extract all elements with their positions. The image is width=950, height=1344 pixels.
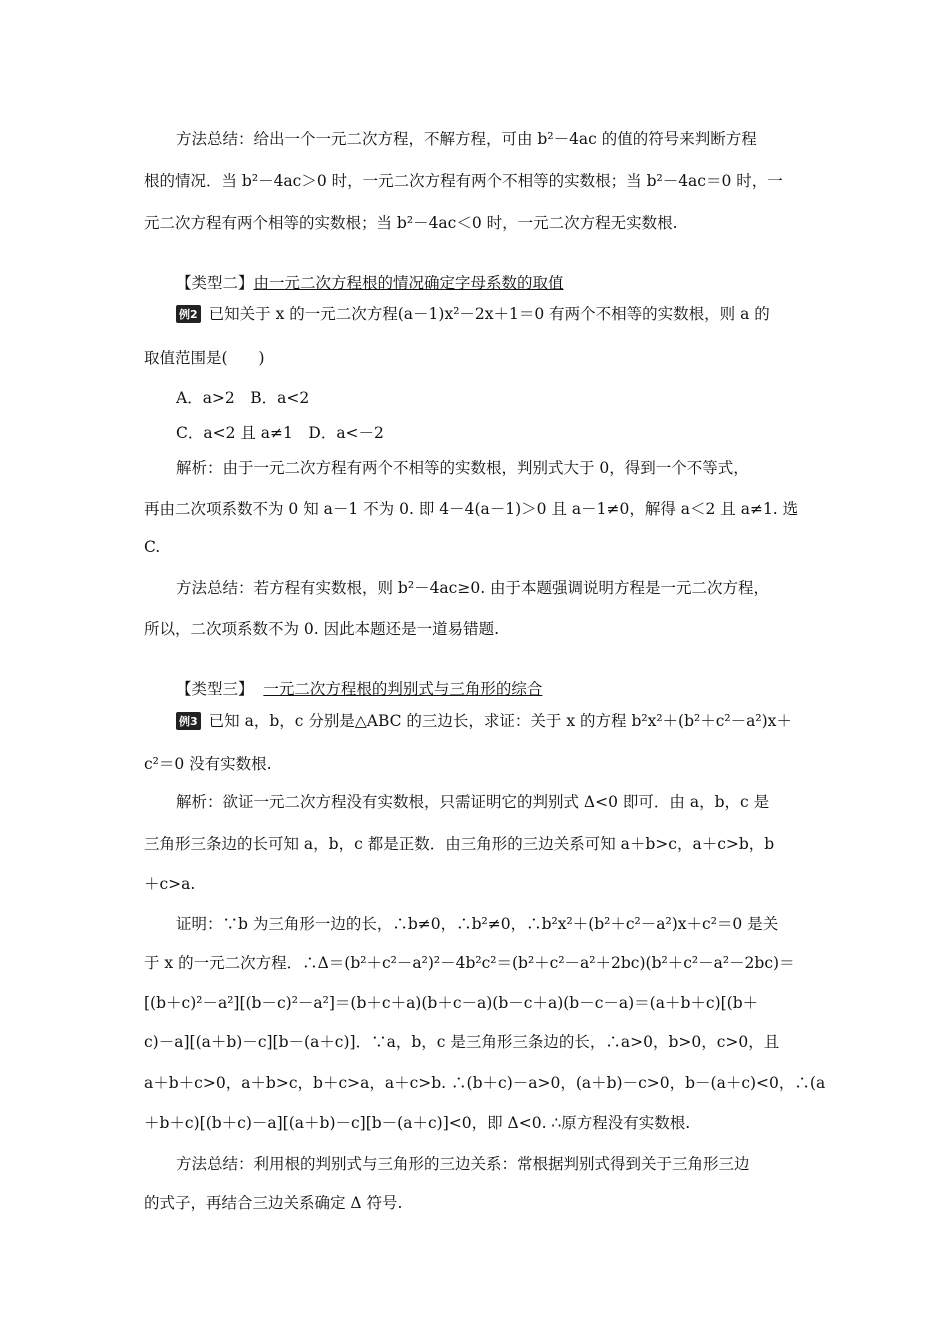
analysis-line: C.: [144, 538, 161, 556]
analysis-line: ＋c>a.: [144, 875, 196, 893]
option-line: A．a>2 B．a<2: [176, 389, 310, 407]
example-badge: 例3: [176, 712, 201, 730]
type3-heading: [176, 677, 542, 699]
question-text: 已知关于 x 的一元二次方程(a－1)x²－2x＋1＝0 有两个不相等的实数根，则 a 的: [208, 305, 770, 323]
method-summary-line: 根的情况．当 b²－4ac＞0 时，一元二次方程有两个不相等的实数根；当 b²－4ac＝0 时，一: [144, 172, 783, 190]
option-line: C．a<2 且 a≠1 D．a<－2: [176, 424, 384, 442]
method-summary-line: 方法总结：利用根的判别式与三角形的三边关系：常根据判别式得到关于三角形三边: [176, 1155, 750, 1173]
method-summary-line: 元二次方程有两个相等的实数根；当 b²－4ac＜0 时，一元二次方程无实数根.: [144, 214, 678, 232]
example-3-question-line: [176, 709, 792, 731]
method-summary-line: 所以，二次项系数不为 0. 因此本题还是一道易错题.: [144, 620, 500, 638]
question-line: c²＝0 没有实数根.: [144, 755, 272, 773]
question-line: 取值范围是( ): [144, 349, 265, 367]
type3-tag: 【类型三】: [176, 680, 254, 698]
example-2-question-line: [176, 302, 770, 324]
example-badge: 例2: [176, 305, 201, 323]
analysis-line: 再由二次项系数不为 0 知 a－1 不为 0. 即 4－4(a－1)＞0 且 a－1≠0，解得 a＜2 且 a≠1. 选: [144, 500, 799, 518]
analysis-line: 三角形三条边的长可知 a，b，c 都是正数．由三角形的三边关系可知 a＋b>c，a＋c>b，b: [144, 835, 775, 853]
type2-heading: [176, 271, 564, 293]
analysis-line: 解析：欲证一元二次方程没有实数根，只需证明它的判别式 Δ<0 即可．由 a，b，c 是: [176, 793, 770, 811]
method-summary-line: 的式子，再结合三边关系确定 Δ 符号.: [144, 1194, 403, 1212]
question-text: 已知 a，b，c 分别是△ABC 的三边长，求证：关于 x 的方程 b²x²＋(b²＋c²－a²)x＋: [208, 712, 792, 730]
proof-line: 证明：∵b 为三角形一边的长，∴b≠0，∴b²≠0，∴b²x²＋(b²＋c²－a²)x＋c²＝0 是关: [176, 915, 779, 933]
analysis-line: 解析：由于一元二次方程有两个不相等的实数根，判别式大于 0，得到一个不等式，: [176, 459, 749, 477]
type2-tag: 【类型二】: [176, 274, 254, 292]
proof-line: ＋b＋c)[(b＋c)－a][(a＋b)－c][b－(a＋c)]<0，即 Δ<0. ∴原方程没有实数根.: [144, 1114, 691, 1132]
type2-title: 由一元二次方程根的情况确定字母系数的取值: [253, 274, 564, 292]
method-summary-line: 方法总结：给出一个一元二次方程，不解方程，可由 b²－4ac 的值的符号来判断方程: [176, 130, 757, 148]
type3-title: 一元二次方程根的判别式与三角形的综合: [263, 680, 543, 698]
proof-line: a＋b＋c>0，a＋b>c，b＋c>a，a＋c>b. ∴(b＋c)－a>0，(a＋b)－c>0，b－(a＋c)<0，∴(a: [144, 1074, 826, 1092]
proof-line: [(b＋c)²－a²][(b－c)²－a²]＝(b＋c＋a)(b＋c－a)(b－c＋a)(b－c－a)＝(a＋b＋c)[(b＋: [144, 994, 759, 1012]
proof-line: c)－a][(a＋b)－c][b－(a＋c)]．∵a，b，c 是三角形三条边的长，∴a>0，b>0，c>0，且: [144, 1033, 780, 1051]
method-summary-line: 方法总结：若方程有实数根，则 b²－4ac≥0. 由于本题强调说明方程是一元二次方程，: [176, 579, 770, 597]
proof-line: 于 x 的一元二次方程．∴Δ＝(b²＋c²－a²)²－4b²c²＝(b²＋c²－a²＋2bc)(b²＋c²－a²－2bc)＝: [144, 954, 795, 972]
